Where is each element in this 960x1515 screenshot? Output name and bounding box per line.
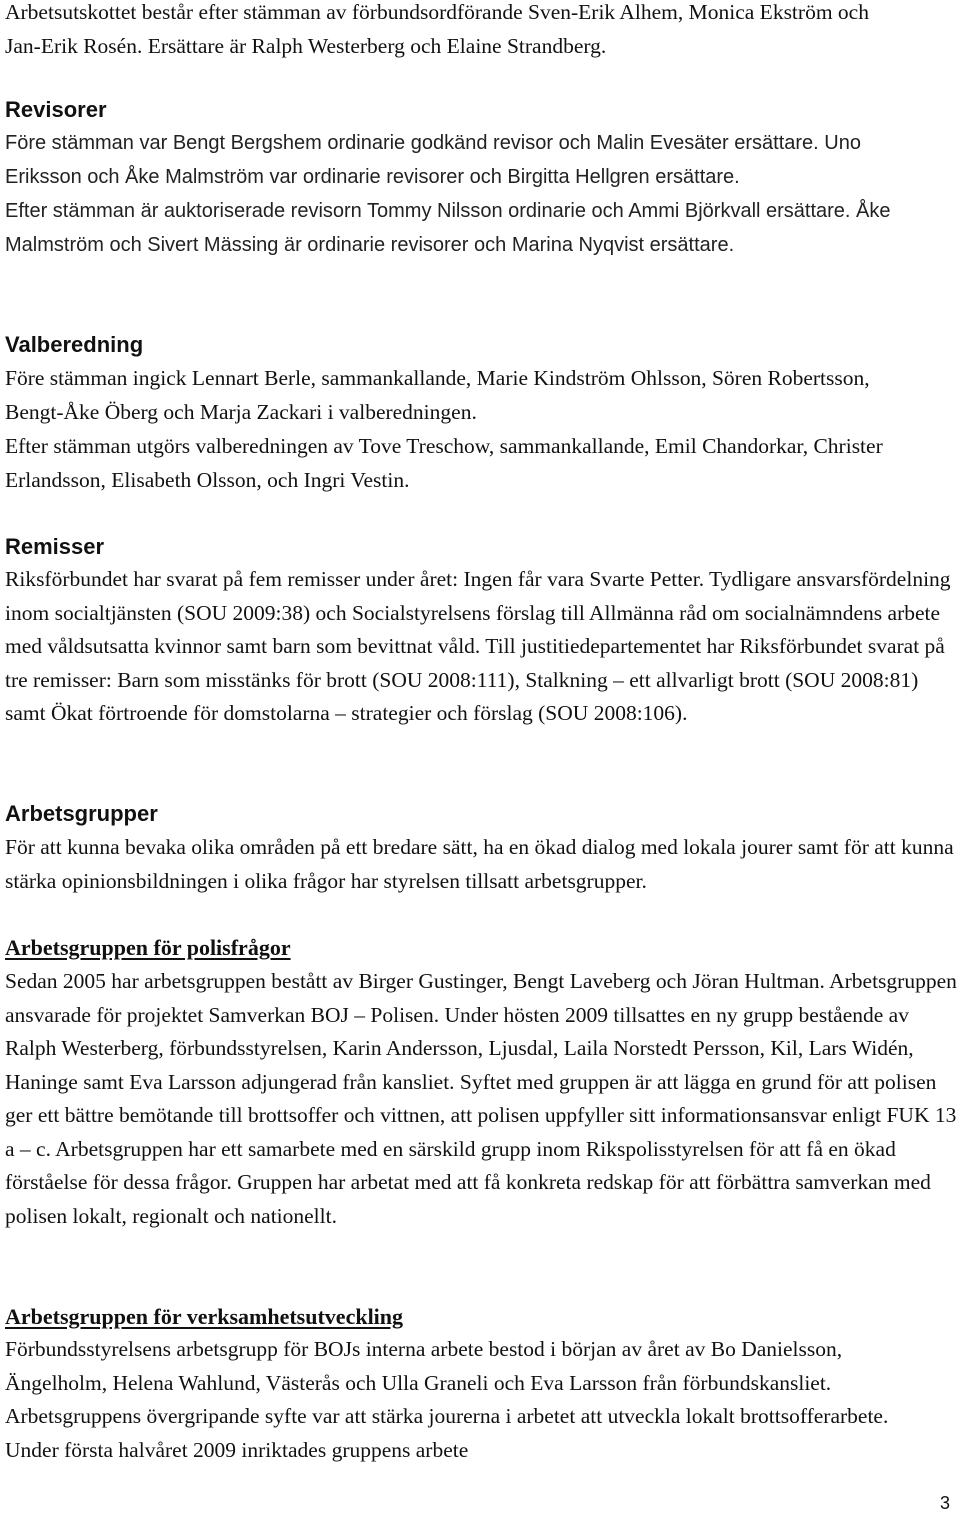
heading-remisser: Remisser (5, 534, 105, 559)
heading-verksamhetsutveckling: Arbetsgruppen för verksamhetsutveckling (5, 1304, 404, 1329)
remisser-paragraph: Riksförbundet har svarat på fem remisser under året: Ingen får vara Svarte Petter. Tydligare ansvarsfördelning inom socialtjänsten (SOU 2009:38) och Socialstyrelsens förslag till Allmänna råd om socialnämndens arbete med våldsutsatta kvinnor samt barn som bevittnat våld. Till justitiedepartementet har Riksförbundet svarat på tre remisser: Barn som misstänks för brott (SOU 2008:111), Stalkning – ett allvarligt brott (SOU 2008:81) samt Ökat förtroende för domstolarna – strategier och förslag (SOU 2008:106). (5, 567, 951, 725)
revisorer-paragraph-1: Före stämman var Bengt Bergshem ordinarie godkänd revisor och Malin Evesäter ersättare. Uno Eriksson och Åke Malmström var ordinarie revisorer och Birgitta Hellgren ersättare. (5, 132, 861, 188)
revisorer-paragraph-2: Efter stämman är auktoriserade revisorn Tommy Nilsson ordinarie och Ammi Björkvall ersättare. Åke Malmström och Sivert Mässing är ordinarie revisorer och Marina Nyqvist ersättare. (5, 200, 891, 256)
heading-revisorer: Revisorer (5, 97, 107, 122)
page-number: 3 (939, 1493, 950, 1513)
arbetsgrupper-paragraph: För att kunna bevaka olika områden på ett bredare sätt, ha en ökad dialog med lokala jourer samt för att kunna stärka opinionsbildningen i olika frågor har styrelsen tillsatt arbetsgrupper. (5, 835, 954, 893)
valberedning-paragraph-2: Efter stämman utgörs valberedningen av Tove Treschow, sammankallande, Emil Chandorkar, Christer Erlandsson, Elisabeth Olsson, och Ingri Vestin. (5, 434, 883, 492)
intro-paragraph: Arbetsutskottet består efter stämman av förbundsordförande Sven-Erik Alhem, Monica Ekström och Jan-Erik Rosén. Ersättare är Ralph Westerberg och Elaine Strandberg. (5, 0, 869, 58)
heading-valberedning: Valberedning (5, 332, 144, 357)
valberedning-paragraph-1: Före stämman ingick Lennart Berle, sammankallande, Marie Kindström Ohlsson, Sören Robertsson, Bengt-Åke Öberg och Marja Zackari i valberedningen. (5, 366, 870, 424)
polisfragor-paragraph: Sedan 2005 har arbetsgruppen bestått av Birger Gustinger, Bengt Laveberg och Jöran Hultman. Arbetsgruppen ansvarade för projektet Samverkan BOJ – Polisen. Under hösten 2009 tillsattes en ny grupp bestående av Ralph Westerberg, förbundsstyrelsen, Karin Andersson, Ljusdal, Laila Norstedt Persson, Kil, Lars Widén, Haninge samt Eva Larsson adjungerad från kansliet. Syftet med gruppen är att lägga en grund för att polisen ger ett bättre bemötande till brottsoffer och vittnen, att polisen uppfyller sitt informationsansvar enligt FUK 13 a – c. Arbetsgruppen har ett samarbete med en särskild grupp inom Rikspolisstyrelsen för att få en ökad förståelse för dessa frågor. Gruppen har arbetat med att få konkreta redskap för att förbättra samverkan med polisen lokalt, regionalt och nationellt. (5, 969, 957, 1228)
heading-arbetsgrupper: Arbetsgrupper (5, 801, 158, 826)
heading-polisfragor: Arbetsgruppen för polisfrågor (5, 935, 291, 960)
verksamhet-paragraph: Förbundsstyrelsens arbetsgrupp för BOJs interna arbete bestod i början av året av Bo Danielsson, Ängelholm, Helena Wahlund, Västerås och Ulla Graneli och Eva Larsson från förbundskansliet. Arbetsgruppens övergripande syfte var att stärka jourerna i arbetet att utveckla lokalt brottsofferarbete. Under första halvåret 2009 inriktades gruppens arbete (5, 1337, 889, 1462)
